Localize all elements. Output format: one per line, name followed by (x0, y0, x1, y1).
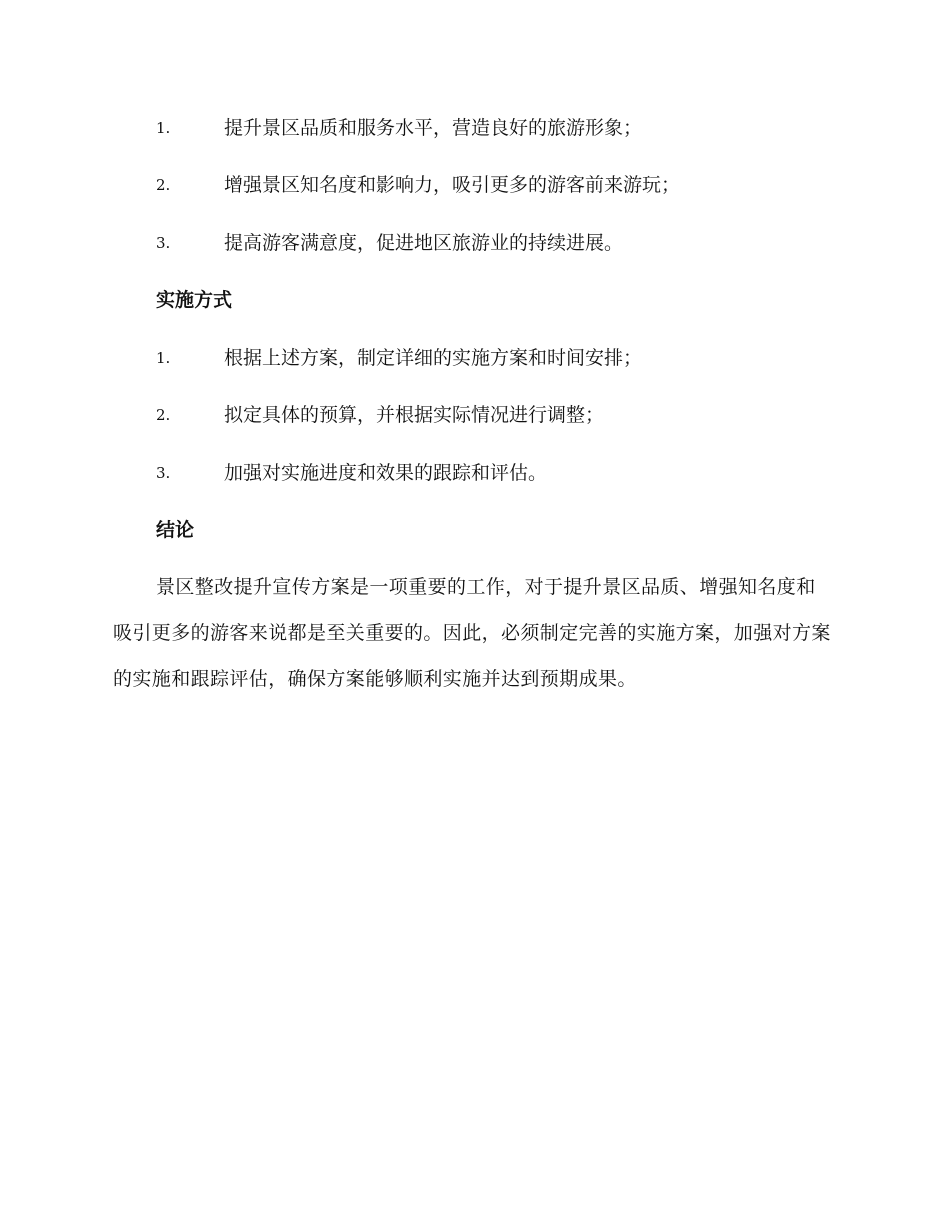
list-number: 2. (156, 406, 171, 425)
implementation-list (0, 344, 950, 516)
list-item (0, 459, 950, 516)
list-text: 增强景区知名度和影响力，吸引更多的游客前来游玩； (224, 174, 681, 197)
list-text: 提高游客满意度，促进地区旅游业的持续进展。 (224, 231, 624, 254)
goals-list (0, 114, 950, 286)
list-item (0, 171, 950, 228)
list-number: 3. (156, 463, 171, 482)
list-text: 加强对实施进度和效果的跟踪和评估。 (224, 461, 548, 484)
list-item (0, 114, 950, 171)
list-text: 根据上述方案，制定详细的实施方案和时间安排； (224, 347, 643, 369)
list-number: 3. (156, 233, 171, 252)
conclusion-heading: 结论 (156, 519, 195, 541)
list-text: 提升景区品质和服务水平，营造良好的旅游形象； (224, 117, 643, 139)
list-number: 1. (156, 349, 171, 367)
list-item (0, 229, 950, 286)
list-number: 2. (156, 176, 171, 195)
list-text: 拟定具体的预算，并根据实际情况进行调整； (224, 404, 605, 427)
list-number: 1. (156, 119, 171, 137)
list-item (0, 344, 950, 401)
conclusion-paragraph: 景区整改提升宣传方案是一项重要的工作，对于提升景区品质、增强知名度和吸引更多的游客来说都是至关重要的。因此，必须制定完善的实施方案，加强对方案的实施和跟踪评估，确保方案能够顺利实施并达到预期成果。 (113, 576, 831, 690)
implementation-heading: 实施方式 (156, 289, 233, 311)
list-item (0, 401, 950, 458)
